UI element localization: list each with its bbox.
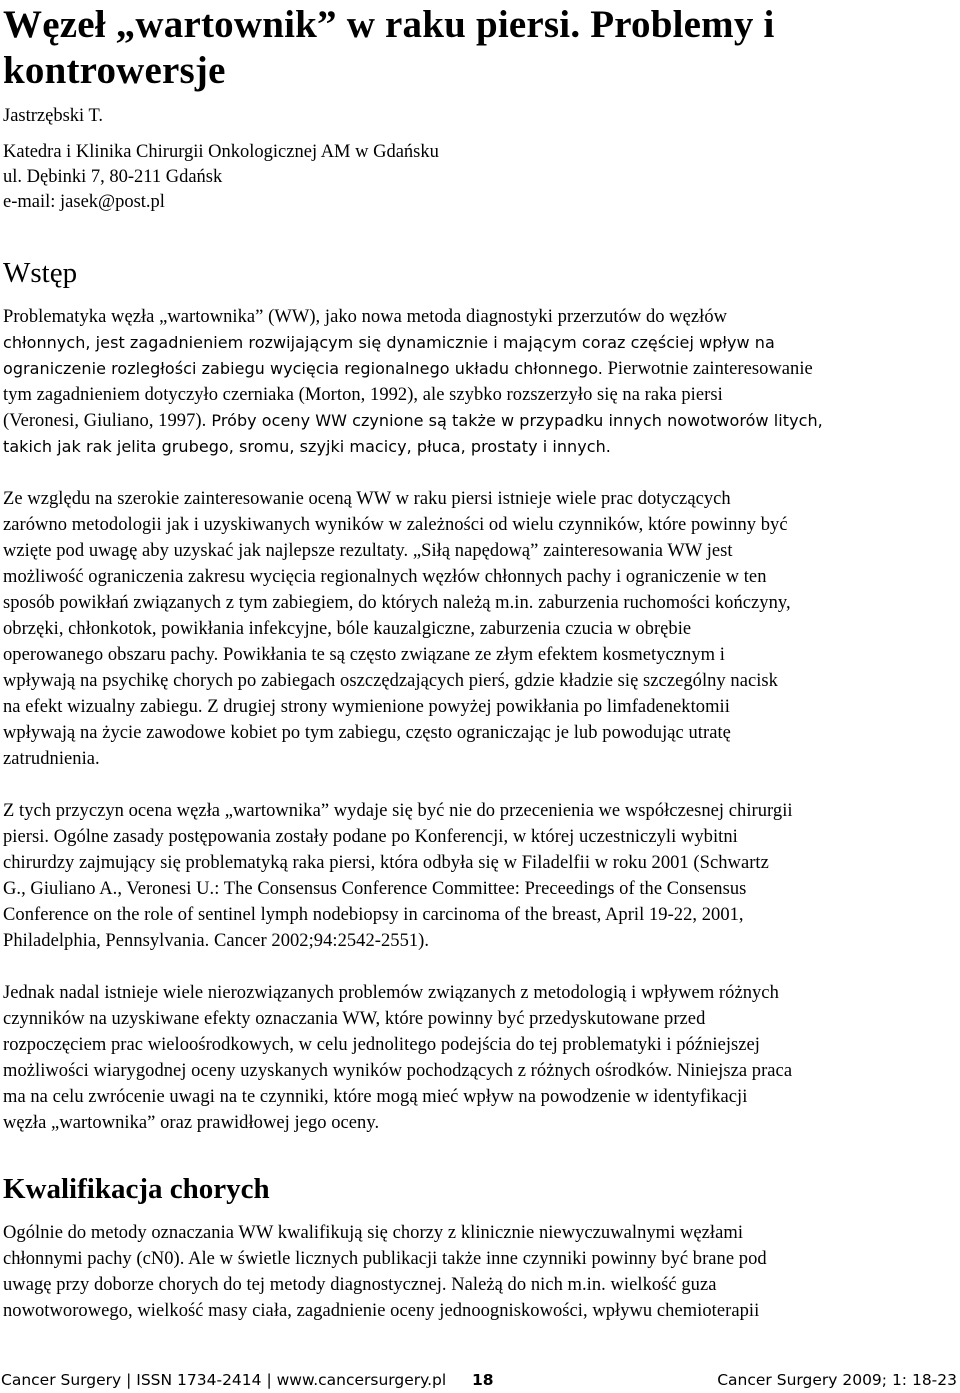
spacer <box>3 1206 957 1220</box>
p2-line: operowanego obszaru pachy. Powikłania te są często związane ze złym efektem kosmetycznym i <box>3 645 725 665</box>
spacer <box>3 290 957 304</box>
p3-line: Conference on the role of sentinel lymph nodebiopsy in carcinoma of the breast, April 19-22, 2001, <box>3 905 744 925</box>
p5-line: nowotworowego, wielkość masy ciała, zagadnienie oceny jednoogniskowości, wpływu chemioterapii <box>3 1301 760 1321</box>
p1-line: ograniczenie rozległości zabiegu wycięcia regionalnego układu chłonnego. <box>3 359 603 378</box>
p2-line: Ze względu na szerokie zainteresowanie oceną WW w raku piersi istnieje wiele prac dotyczących <box>3 489 731 509</box>
p4-line: Jednak nadal istnieje wiele nierozwiązanych problemów związanych z metodologią i wpływem różnych <box>3 983 779 1003</box>
section-heading-qualification: Kwalifikacja chorych <box>3 1173 270 1205</box>
article-page <box>3 0 957 1324</box>
p2-line: sposób powikłań związanych z tym zabiegiem, do których należą m.in. zaburzenia ruchomości kończyny, <box>3 593 791 613</box>
email: e-mail: jasek@post.pl <box>3 192 165 212</box>
p1-line: Pierwotnie zainteresowanie <box>602 359 813 379</box>
paragraph-2 <box>3 486 957 772</box>
affiliation: Katedra i Klinika Chirurgii Onkologicznej AM w Gdańsku <box>3 142 439 162</box>
spacer <box>3 954 957 980</box>
p2-line: zatrudnienia. <box>3 749 100 769</box>
p1-line: chłonnych, jest zagadnieniem rozwijającym się dynamicznie i mającym coraz częściej wpływ na <box>3 333 775 352</box>
paragraph-3 <box>3 798 957 954</box>
p3-line: Philadelphia, Pennsylvania. Cancer 2002;94:2542-2551). <box>3 931 430 951</box>
p1-line: (Veronesi, Giuliano, 1997). <box>3 411 207 431</box>
p5-line: uwagę przy doborze chorych do tej metody diagnostycznej. Należą do nich m.in. wielkość guza <box>3 1275 717 1295</box>
p2-line: na efekt wizualny zabiegu. Z drugiej strony wymienione powyżej powikłania po limfadenektomii <box>3 697 730 717</box>
author-block <box>3 104 957 215</box>
paragraph-4 <box>3 980 957 1136</box>
p1-line: takich jak rak jelita grubego, sromu, szyjki macicy, płuca, prostaty i innych. <box>3 437 611 456</box>
p2-line: wpływają na życie zawodowe kobiet po tym zabiegu, często ograniczając je lub powodując utratę <box>3 723 731 743</box>
p4-line: możliwości wiarygodnej oceny uzyskanych wyników pochodzących z różnych ośrodków. Niniejsza praca <box>3 1061 793 1081</box>
title-line-1: Węzeł „wartownik” w raku piersi. Problemy i <box>3 3 775 46</box>
footer-journal-info: Cancer Surgery | ISSN 1734-2414 | www.cancersurgery.pl <box>1 1371 447 1389</box>
p1-line: Próby oceny WW czynione są także w przypadku innych nowotworów litych, <box>206 411 823 430</box>
p4-line: węzła „wartownika” oraz prawidłowej jego oceny. <box>3 1113 380 1133</box>
spacer <box>3 215 957 256</box>
p2-line: możliwość ograniczenia zakresu wycięcia regionalnych węzłów chłonnych pachy i ograniczenie w ten <box>3 567 767 587</box>
spacer <box>3 460 957 486</box>
paragraph-1 <box>3 304 957 460</box>
p4-line: czynników na uzyskiwane efekty oznaczania WW, które powinny być przedyskutowane przed <box>3 1009 706 1029</box>
p1-line: Problematyka węzła „wartownika” (WW), jako nowa metoda diagnostyki przerzutów do węzłów <box>3 307 728 327</box>
p2-line: obrzęki, chłonkotok, powikłania infekcyjne, bóle kauzalgiczne, zaburzenia czucia w obrębie <box>3 619 692 639</box>
address: ul. Dębinki 7, 80-211 Gdańsk <box>3 167 223 187</box>
footer-page-number: 18 <box>472 1371 494 1389</box>
spacer <box>3 772 957 798</box>
p3-line: G., Giuliano A., Veronesi U.: The Consensus Conference Committee: Preceedings of the Consensus <box>3 879 747 899</box>
p3-line: piersi. Ogólne zasady postępowania zostały podane po Konferencji, w której uczestniczyli wybitni <box>3 827 738 847</box>
paragraph-5 <box>3 1220 957 1324</box>
p5-line: Ogólnie do metody oznaczania WW kwalifikują się chorzy z klinicznie niewyczuwalnymi węzłami <box>3 1223 744 1243</box>
p5-line: chłonnymi pachy (cN0). Ale w świetle licznych publikacji także inne czynniki powinny być brane pod <box>3 1249 767 1269</box>
article-title <box>3 0 957 94</box>
p4-line: rozpoczęciem prac wieloośrodkowych, w celu jednolitego podejścia do tej problematyki i późniejszej <box>3 1035 760 1055</box>
spacer <box>3 1136 957 1172</box>
p4-line: ma na celu zwrócenie uwagi na te czynniki, które mogą mieć wpływ na powodzenie w identyfikacji <box>3 1087 748 1107</box>
p2-line: wzięte pod uwagę aby uzyskać jak najlepsze rezultaty. „Siłą napędową” zainteresowania WW jest <box>3 541 733 561</box>
p2-line: zarówno metodologii jak i uzyskiwanych wyników w zależności od wielu czynników, które powinny być <box>3 515 788 535</box>
author-name: Jastrzębski T. <box>3 106 104 126</box>
section-heading-intro: Wstęp <box>3 257 78 289</box>
p1-line: tym zagadnieniem dotyczyło czerniaka (Morton, 1992), ale szybko rozszerzyło się na raka piersi <box>3 385 723 405</box>
p2-line: wpływają na psychikę chorych po zabiegach oszczędzających pierś, gdzie kładzie się szczególny nacisk <box>3 671 778 691</box>
title-line-2: kontrowersje <box>3 49 226 92</box>
footer-citation: Cancer Surgery 2009; 1: 18-23 <box>717 1371 957 1389</box>
p3-line: Z tych przyczyn ocena węzła „wartownika” wydaje się być nie do przecenienia we współczesnej chirurgii <box>3 801 793 821</box>
page-footer <box>0 1370 960 1390</box>
p3-line: chirurdzy zajmujący się problematyką raka piersi, która odbyła się w Filadelfii w roku 2001 (Schwartz <box>3 853 769 873</box>
